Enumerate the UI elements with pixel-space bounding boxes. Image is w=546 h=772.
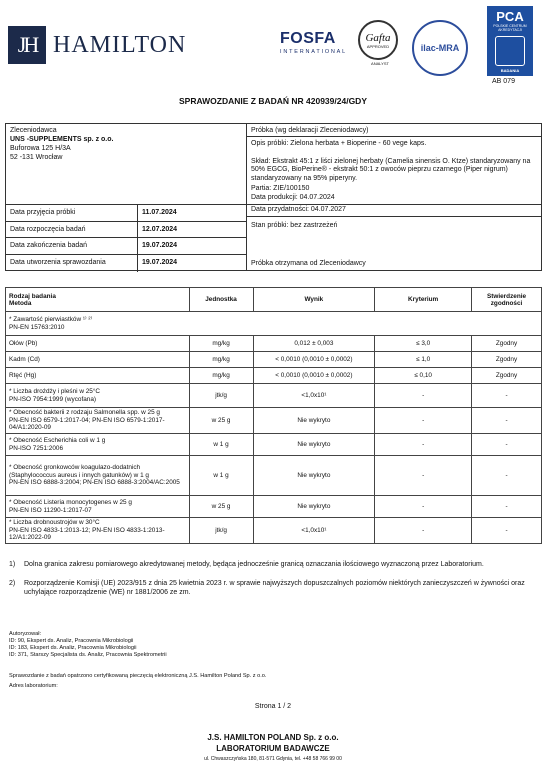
- authorized-label: Autoryzował:: [9, 631, 42, 637]
- authorized-person: ID: 90, Ekspert ds. Analiz, Pracownia Mikrobiologii: [9, 638, 134, 644]
- criterion-cell: -: [375, 384, 472, 408]
- info-box: [5, 123, 542, 271]
- col-header-unit: Jednostka: [189, 288, 253, 312]
- sample-batch: Partia: ZIE/100150: [251, 185, 310, 192]
- group-label: * Zawartość pierwiastków ¹⁾ ²⁾ PN-EN 15763:2010: [6, 312, 542, 336]
- company-lab: LABORATORIUM BADAWCZE: [216, 744, 330, 753]
- test-name-cell: * Obecność Listeria monocytogenes w 25 g PN-EN ISO 11290-1:2017-07: [6, 496, 190, 518]
- criterion-cell: -: [375, 496, 472, 518]
- date-value: 19.07.2024: [142, 259, 178, 266]
- result-cell: Nie wykryto: [253, 434, 375, 456]
- unit-cell: jtk/g: [189, 384, 253, 408]
- date-value: 12.07.2024: [142, 226, 178, 233]
- fosfa-sub: INTERNATIONAL: [280, 49, 347, 55]
- client-label: Zleceniodawca: [10, 127, 57, 134]
- pca-sub: POLSKIE CENTRUM AKREDYTACJI: [493, 24, 527, 32]
- gafta-seal: [358, 20, 398, 60]
- accreditation-number: AB 079: [492, 78, 515, 85]
- client-city: 52 -131 Wrocław: [10, 154, 63, 161]
- unit-cell: w 1 g: [189, 456, 253, 496]
- table-row: [6, 336, 542, 352]
- date-label: Data przyjęcia próbki: [10, 209, 76, 216]
- sample-expiry-date: Data przydatności: 04.07.2027: [251, 206, 346, 213]
- date-label: Data zakończenia badań: [10, 242, 88, 249]
- compliance-cell: Zgodny: [472, 352, 542, 368]
- result-cell: <1,0x10¹: [253, 384, 375, 408]
- gafta-logo: [358, 20, 402, 72]
- criterion-cell: -: [375, 408, 472, 434]
- pca-logo: [487, 6, 533, 76]
- ilac-mra-logo: [412, 20, 468, 76]
- col-header-criterion: Kryterium: [375, 288, 472, 312]
- hamilton-logo: [8, 26, 186, 64]
- date-label: Data rozpoczęcia badań: [10, 226, 86, 233]
- results-table: [5, 287, 542, 544]
- col-header-compliance: Stwierdzenie zgodności: [472, 288, 542, 312]
- divider: [6, 254, 247, 255]
- criterion-cell: -: [375, 456, 472, 496]
- unit-cell: mg/kg: [189, 336, 253, 352]
- authorized-person: ID: 371, Starszy Specjalista ds. Analiz, Pracownia Spektrometrii: [9, 652, 167, 658]
- pca-emblem-icon: [495, 36, 525, 66]
- sample-description: Opis próbki: Zielona herbata + Bioperine - 60 vege kaps.: [251, 140, 427, 147]
- lab-address-label: Adres laboratorium:: [9, 683, 58, 689]
- result-cell: 0,012 ± 0,003: [253, 336, 375, 352]
- result-cell: Nie wykryto: [253, 456, 375, 496]
- divider: [6, 237, 247, 238]
- result-cell: < 0,0010 (0,0010 ± 0,0002): [253, 368, 375, 384]
- table-row: [6, 496, 542, 518]
- divider: [6, 221, 247, 222]
- client-street: Buforowa 125 H/3A: [10, 145, 71, 152]
- sample-label: Próbka (wg deklaracji Zleceniodawcy): [251, 127, 369, 134]
- table-group-row: [6, 312, 542, 336]
- divider: [246, 124, 247, 270]
- criterion-cell: ≤ 0,10: [375, 368, 472, 384]
- result-cell: Nie wykryto: [253, 496, 375, 518]
- divider: [247, 216, 542, 217]
- unit-cell: w 1 g: [189, 434, 253, 456]
- result-cell: Nie wykryto: [253, 408, 375, 434]
- test-name-cell: * Obecność gronkowców koagulazo-dodatnich (Staphylococcus aureus i innych gatunków) w 1 g PN-EN ISO 6888-3:2004; PN-EN ISO 6888-3:2004/AC:2005: [6, 456, 190, 496]
- footnote-number: 1): [9, 561, 16, 568]
- test-name-cell: Kadm (Cd): [6, 352, 190, 368]
- gafta-word: Gafta: [365, 31, 391, 44]
- authorized-person: ID: 183, Ekspert ds. Analiz, Pracownia Mikrobiologii: [9, 645, 137, 651]
- company-address: ul. Chwaszczyńska 180, 81-571 Gdynia, tel. +48 58 766 99 00: [204, 756, 342, 762]
- col-header-result: Wynik: [253, 288, 375, 312]
- signature-note: Sprawozdanie z badań opatrzono certyfikowaną pieczęcią elektroniczną J.S. Hamilton Poland Sp. z o.o.: [9, 673, 267, 679]
- sample-production-date: Data produkcji: 04.07.2024: [251, 194, 335, 201]
- compliance-cell: -: [472, 456, 542, 496]
- footnote-text: Dolna granica zakresu pomiarowego akredytowanej metody, będąca jednocześnie granicą oznaczania ilościowego wyznaczoną przez Laboratorium.: [24, 561, 484, 568]
- table-row: [6, 384, 542, 408]
- unit-cell: jtk/g: [189, 518, 253, 544]
- unit-cell: w 25 g: [189, 408, 253, 434]
- table-row: [6, 434, 542, 456]
- table-row: [6, 456, 542, 496]
- gafta-analyst: ANALYST: [371, 61, 389, 66]
- table-row: [6, 368, 542, 384]
- compliance-cell: -: [472, 496, 542, 518]
- fosfa-logo: [280, 30, 356, 55]
- date-label: Data utworzenia sprawozdania: [10, 259, 106, 266]
- criterion-cell: ≤ 1,0: [375, 352, 472, 368]
- page-number: Strona 1 / 2: [254, 703, 292, 710]
- test-name-cell: * Liczba drobnoustrojów w 30°C PN-EN ISO 4833-1:2013-12; PN-EN ISO 4833-1:2013-12/A1:2022-09: [6, 518, 190, 544]
- divider: [137, 204, 138, 272]
- sample-condition: Stan próbki: bez zastrzeżeń: [251, 222, 338, 229]
- divider: [247, 204, 542, 205]
- pca-badania: BADANIA: [500, 67, 520, 73]
- pca-word: PCA: [496, 9, 524, 24]
- divider: [247, 136, 542, 137]
- table-row: [6, 518, 542, 544]
- compliance-cell: Zgodny: [472, 368, 542, 384]
- criterion-cell: -: [375, 434, 472, 456]
- divider: [6, 204, 247, 205]
- jh-monogram: JH: [8, 26, 46, 64]
- sample-composition: Skład: Ekstrakt 45:1 z liści zielonej herbaty (Camelia sinensis O. Ktze) standaryzowany na 50% EGCG, BioPerine® - ekstrakt 50:1 z owoców pieprzu czarnego (Piper nigrum) standaryzowany na 95% piperyny.: [251, 158, 531, 182]
- test-name-cell: * Obecność Escherichia coli w 1 g PN-ISO 7251:2006: [6, 434, 190, 456]
- footnote-number: 2): [9, 580, 16, 587]
- report-title: SPRAWOZDANIE Z BADAŃ NR 420939/24/GDY: [179, 96, 367, 106]
- table-row: [6, 408, 542, 434]
- report-header: [0, 0, 546, 92]
- result-cell: <1,0x10¹: [253, 518, 375, 544]
- date-value: 11.07.2024: [142, 209, 177, 216]
- unit-cell: mg/kg: [189, 352, 253, 368]
- col-header-test: Rodzaj badania Metoda: [6, 288, 190, 312]
- criterion-cell: -: [375, 518, 472, 544]
- test-name-cell: Rtęć (Hg): [6, 368, 190, 384]
- criterion-cell: ≤ 3,0: [375, 336, 472, 352]
- sample-received: Próbka otrzymana od Zleceniodawcy: [251, 260, 366, 267]
- hamilton-wordmark: HAMILTON: [53, 31, 187, 58]
- footnote-text: Rozporządzenie Komisji (UE) 2023/915 z dnia 25 kwietnia 2023 r. w sprawie najwyższych dopuszczalnych poziomów niektórych zanieczyszczeń w żywności oraz uchylające rozporządzenie (WE) nr 1881/2006 ze zm.: [24, 580, 525, 596]
- table-row: [6, 352, 542, 368]
- compliance-cell: Zgodny: [472, 336, 542, 352]
- test-name-cell: * Obecność bakterii z rodzaju Salmonella spp. w 25 g PN-EN ISO 6579-1:2017-04; PN-EN ISO 6579-1:2017-04/A1:2020-09: [6, 408, 190, 434]
- gafta-approved: APPROVED: [366, 43, 390, 49]
- compliance-cell: -: [472, 518, 542, 544]
- unit-cell: w 25 g: [189, 496, 253, 518]
- date-value: 19.07.2024: [142, 242, 178, 249]
- test-name-cell: Ołów (Pb): [6, 336, 190, 352]
- fosfa-word: FOSFA: [280, 30, 336, 47]
- test-name-cell: * Liczba drożdży i pleśni w 25°C PN-ISO 7954:1999 (wycofana): [6, 384, 190, 408]
- table-header-row: [6, 288, 542, 312]
- compliance-cell: -: [472, 434, 542, 456]
- company-name: J.S. HAMILTON POLAND Sp. z o.o.: [207, 733, 339, 742]
- unit-cell: mg/kg: [189, 368, 253, 384]
- compliance-cell: -: [472, 408, 542, 434]
- client-name: UNS -SUPPLEMENTS sp. z o.o.: [10, 136, 114, 143]
- compliance-cell: -: [472, 384, 542, 408]
- result-cell: < 0,0010 (0,0010 ± 0,0002): [253, 352, 375, 368]
- ilac-word: ilac-MRA: [420, 43, 460, 53]
